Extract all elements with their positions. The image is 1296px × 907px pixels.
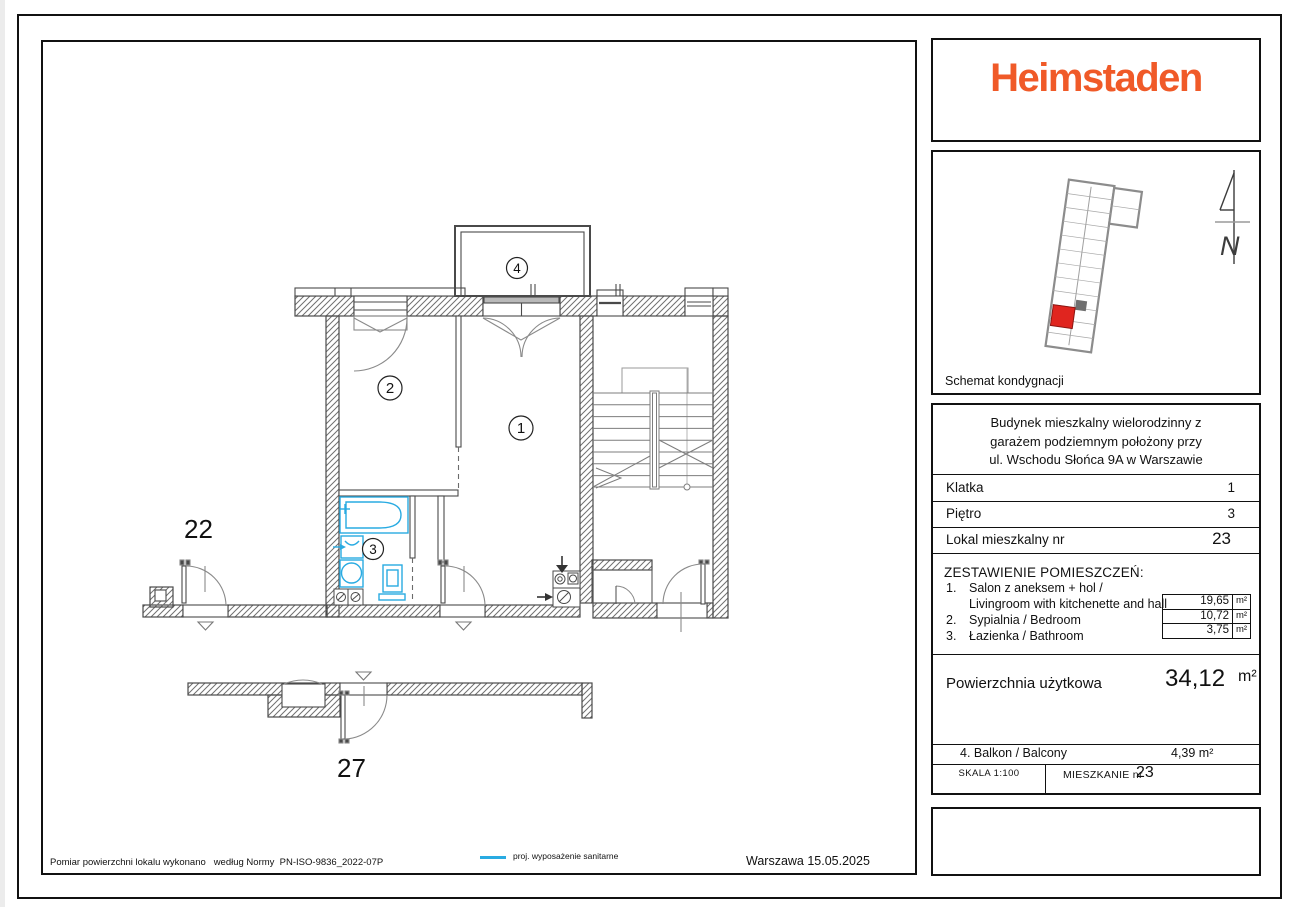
usable-area-value: 34,12 xyxy=(1165,665,1226,692)
room-item-name: Sypialnia / Bedroom xyxy=(969,613,1081,627)
apartment-number-label: MIESZKANIE nr xyxy=(1063,769,1143,781)
empty-title-box xyxy=(931,807,1261,876)
rooms-list-header: ZESTAWIENIE POMIESZCZEŃ: xyxy=(944,565,1144,580)
kitchenette-fixtures xyxy=(334,556,580,607)
room-item-no: 1. xyxy=(946,581,957,595)
room-area-value: 10,72 xyxy=(1200,609,1229,622)
window-stairs-1 xyxy=(597,296,623,316)
toilet xyxy=(383,565,402,592)
divider xyxy=(933,474,1259,475)
usable-area-label: Powierzchnia użytkowa xyxy=(946,675,1102,692)
floor-plan-drawing xyxy=(41,40,913,871)
room-tag-living: 1 xyxy=(516,420,526,437)
balcony-label: 4. Balkon / Balcony xyxy=(960,746,1068,760)
building-schematic xyxy=(933,152,1255,389)
room-item-name: Salon z aneksem + hol / xyxy=(969,581,1103,595)
room-areas-table xyxy=(1162,594,1251,639)
logo-box xyxy=(931,38,1261,142)
row-lokal-label: Lokal mieszkalny nr xyxy=(946,532,1065,547)
room-area-unit: m² xyxy=(1232,610,1250,624)
divider xyxy=(933,764,1259,765)
row-pietro-label: Piętro xyxy=(946,506,982,521)
sanitary-legend-label: proj. wyposażenie sanitarne xyxy=(513,851,619,861)
room-item-no: 2. xyxy=(946,613,957,627)
apartment-tag-bottom: 27 xyxy=(337,753,366,783)
divider xyxy=(933,553,1259,554)
svg-text:N: N xyxy=(1220,231,1240,261)
table-row xyxy=(1163,623,1250,638)
row-lokal-value: 23 xyxy=(1212,529,1231,548)
measurement-norm-text: Pomiar powierzchni lokalu wykonano według Normy PN-ISO-9836_2022-07P xyxy=(50,857,384,868)
sanitary-legend-line xyxy=(480,856,506,859)
building-description-line: Budynek mieszkalny wielorodzinny z xyxy=(990,415,1202,430)
north-arrow-icon xyxy=(1215,170,1250,264)
divider xyxy=(933,501,1259,502)
divider xyxy=(933,654,1259,655)
unit-info-box xyxy=(931,403,1261,795)
table-row xyxy=(1163,595,1250,609)
scale-label: SKALA 1:100 xyxy=(958,768,1020,779)
page-edge xyxy=(0,0,5,907)
usable-area-unit: m² xyxy=(1238,668,1257,685)
table-row xyxy=(1163,609,1250,624)
apartment-number-value: 23 xyxy=(1136,764,1154,781)
brand-logo: Heimstaden xyxy=(990,56,1202,100)
room-item-name: Łazienka / Bathroom xyxy=(969,629,1084,643)
place-date: Warszawa 15.05.2025 xyxy=(746,854,870,868)
room-item-no: 3. xyxy=(946,629,957,643)
room-area-value: 3,75 xyxy=(1206,624,1229,636)
apartment-tag-left: 22 xyxy=(184,514,213,544)
building-description-line: ul. Wschodu Słońca 9A w Warszawie xyxy=(989,452,1203,467)
room-tag-bath: 3 xyxy=(369,542,377,557)
room-tag-bedroom: 2 xyxy=(385,380,395,397)
plan-labels xyxy=(184,258,533,784)
room-area-unit: m² xyxy=(1232,624,1250,638)
window-bedroom xyxy=(354,296,407,316)
room-tag-balcony: 4 xyxy=(513,261,521,276)
schematic-caption: Schemat kondygnacji xyxy=(945,374,1064,388)
building-description xyxy=(933,414,1259,470)
niche-cabinet xyxy=(282,684,325,707)
walls-group xyxy=(143,296,728,718)
row-klatka-value: 1 xyxy=(1227,480,1235,495)
floor-schematic-box xyxy=(931,150,1261,395)
room-area-value: 19,65 xyxy=(1200,595,1229,607)
divider xyxy=(933,527,1259,528)
balcony-area-value: 4,39 m² xyxy=(1171,746,1214,760)
divider xyxy=(1045,764,1046,793)
building-description-line: garażem podziemnym położony przy xyxy=(990,433,1202,449)
row-klatka-label: Klatka xyxy=(946,480,984,495)
highlighted-apartment xyxy=(1050,305,1075,329)
room-area-unit: m² xyxy=(1232,595,1250,609)
divider xyxy=(933,744,1259,745)
row-pietro-value: 3 xyxy=(1227,506,1235,521)
room-item-name-en: Livingroom with kitchenette and hall xyxy=(969,597,1168,611)
